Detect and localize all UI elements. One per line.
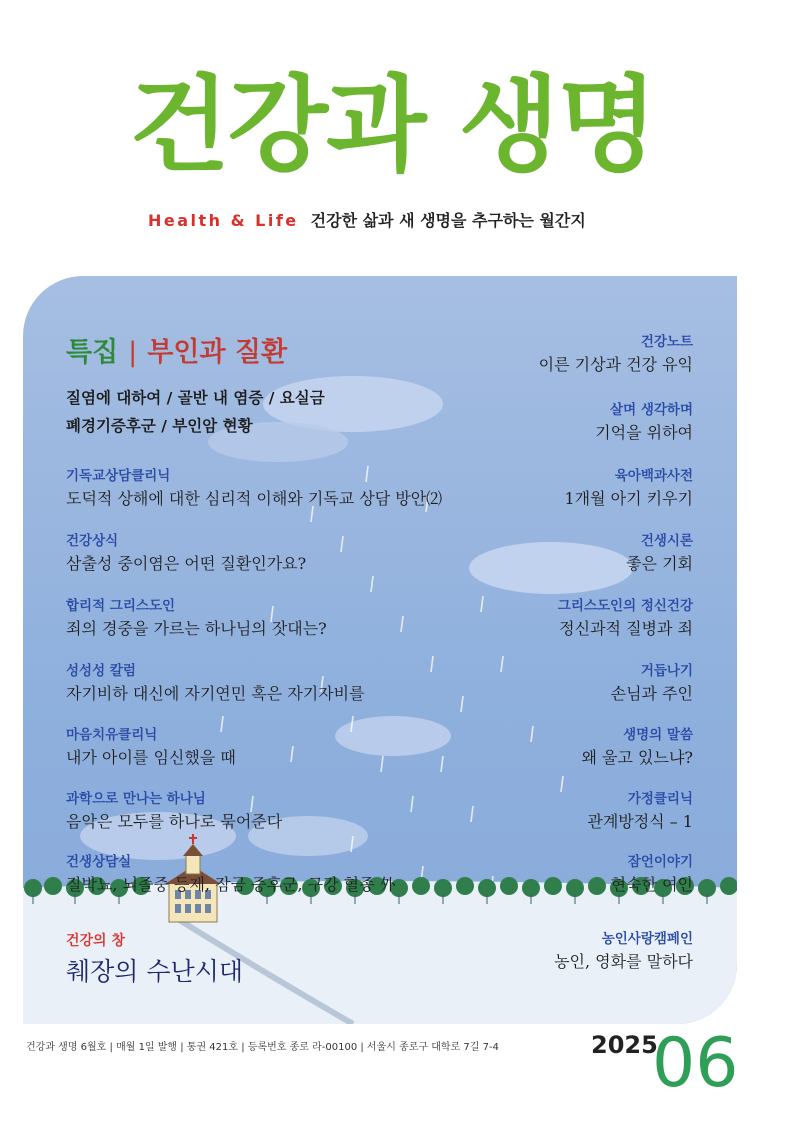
toc-item-right [539, 332, 693, 378]
subtitle-korean: 건강한 삶과 새 생명을 추구하는 월간지 [310, 211, 586, 230]
toc-title: 삼출성 중이염은 어떤 질환인가요? [66, 554, 307, 573]
toc-category: 건강노트 [640, 334, 693, 350]
toc-title: 정신과적 질병과 죄 [559, 619, 693, 638]
toc-title: 관계방정식 – 1 [587, 812, 693, 831]
toc-item-left [66, 661, 365, 707]
toc-title: 농인, 영화를 말하다 [554, 952, 693, 971]
toc-category: 과학으로 만나는 하나님 [66, 791, 206, 807]
toc-title: 자기비하 대신에 자기연민 혹은 자기자비를 [66, 684, 365, 703]
toc-item-right [564, 466, 693, 512]
feature-topic-line-1: 질염에 대하여 / 골반 내 염증 / 요실금 [66, 389, 325, 407]
feature-topic-line-2: 폐경기증후군 / 부인암 현황 [66, 417, 253, 435]
toc-title: 좋은 기회 [626, 554, 693, 573]
toc-title: 기억을 위하여 [595, 423, 693, 442]
magazine-title: 건강과 생명 [129, 64, 656, 186]
toc-item-right [558, 596, 693, 642]
toc-category: 육아백과사전 [614, 468, 693, 484]
toc-item-left [66, 596, 327, 642]
feature-heading [66, 330, 287, 369]
toc-category: 건생상담실 [66, 854, 132, 870]
window-title: 췌장의 수난시대 [66, 957, 243, 986]
publication-info: 건강과 생명 6월호 | 매월 1일 발행 | 통권 421호 | 등록번호 종로 라-00100 | 서울시 종로구 대학로 7길 7-4 [26, 1042, 499, 1053]
toc-title: 이른 기상과 건강 유익 [538, 355, 693, 374]
toc-category: 거듭나기 [640, 663, 693, 679]
toc-category: 가정클리닉 [627, 791, 693, 807]
toc-category: 잠언이야기 [627, 854, 693, 870]
toc-category: 성성성 칼럼 [66, 663, 136, 679]
toc-item-left [66, 531, 306, 577]
issue-number: 06 [652, 1024, 739, 1103]
subtitle-english: Health & Life [148, 211, 299, 230]
toc-category: 건생시론 [640, 533, 693, 549]
toc-item-right [626, 531, 693, 577]
window-category: 건강의 창 [66, 933, 125, 949]
toc-title: 도덕적 상해에 대한 심리적 이해와 기독교 상담 방안⑵ [66, 489, 443, 508]
toc-item-left [66, 852, 396, 898]
toc-title: 손님과 주인 [610, 684, 693, 703]
issue-year: 2025 [591, 1031, 658, 1059]
toc-title: 내가 아이를 임신했을 때 [66, 748, 236, 767]
toc-item-right [554, 929, 693, 975]
toc-title: 질박뇨, 뇌졸중 등제, 잠금 증후군, 구강 혈종 外 [66, 875, 396, 894]
toc-category: 살며 생각하며 [610, 402, 693, 418]
toc-item-right [611, 661, 693, 707]
toc-title: 왜 울고 있느냐? [581, 748, 693, 767]
toc-category: 기독교상담클리닉 [66, 468, 171, 484]
feature-theme: 부인과 질환 [147, 337, 288, 368]
toc-item-left [66, 466, 442, 512]
toc-item-right [587, 789, 693, 835]
feature-label: 특집 [66, 337, 119, 368]
toc-category: 합리적 그리스도인 [66, 598, 176, 614]
toc-item-right [611, 852, 693, 898]
toc-category: 생명의 말씀 [623, 727, 693, 743]
toc-category: 농인사랑캠페인 [601, 931, 693, 947]
toc-item-right [582, 725, 694, 771]
toc-category: 건강상식 [66, 533, 119, 549]
toc-title: 1개월 아기 키우기 [564, 489, 693, 508]
toc-category: 그리스도인의 정신건강 [557, 598, 693, 614]
feature-separator: | [128, 337, 138, 368]
masthead-subtitle [148, 208, 586, 231]
toc-title: 현숙한 여인 [610, 875, 693, 894]
toc-title: 음악은 모두를 하나로 묶어준다 [66, 812, 283, 831]
toc-category: 마음치유클리닉 [66, 727, 158, 743]
toc-item-left [66, 789, 282, 835]
toc-item-left [66, 725, 236, 771]
toc-title: 죄의 경중을 가르는 하나님의 잣대는? [66, 619, 327, 638]
toc-item-right [595, 400, 693, 446]
cover-illustration-panel [23, 276, 737, 1024]
